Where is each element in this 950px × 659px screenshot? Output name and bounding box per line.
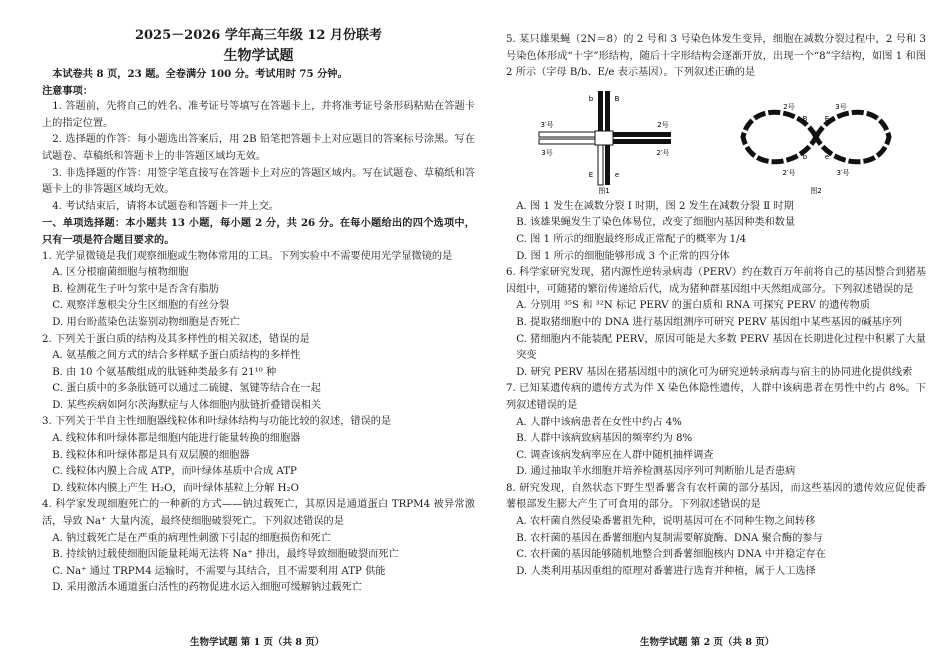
note-item: 2. 选择题的作答：每小题选出答案后，用 2B 铅笔把答题卡上对应题目的答案标号涂黑。写在试题卷、草稿纸和答题卡上的非答题区域均无效。 [42, 134, 475, 162]
gene-label-B: B [614, 94, 620, 103]
chromosome-label-3: 3号 [835, 102, 847, 111]
option-a: A. 图 1 发生在减数分裂 Ⅰ 时期，图 2 发生在减数分裂 Ⅱ 时期 [516, 200, 794, 212]
option-c: C. 调查该病发病率应在人群中随机抽样调查 [516, 449, 714, 461]
option-a: A. 钠过载死亡是在严重的病理性刺激下引起的细胞损伤和死亡 [52, 532, 331, 544]
question-stem: 4. 科学家发现细胞死亡的一种新的方式——钠过载死亡，其原因是通道蛋白 TRPM4 被异常激活，导致 Na⁺ 大量内流，最终使细胞破裂死亡。下列叙述错误的是 [42, 499, 475, 528]
question-1 [42, 249, 475, 332]
figure-1-cross-structure [531, 87, 681, 197]
option-c: C. 图 1 所示的细胞最终形成正常配子的概率为 1/4 [516, 233, 747, 245]
option-d: D. 采用激活本通道蛋白活性的药物促进水运入细胞可缓解钠过载死亡 [52, 582, 362, 594]
chromosome-label-3p: 3′号 [836, 168, 850, 177]
notes-heading: 注意事项： [42, 84, 93, 97]
option-a: A. 分别用 ³⁵S 和 ³²N 标记 PERV 的蛋白质和 RNA 可探究 PERV 的遗传物质 [516, 300, 871, 312]
question-8 [506, 481, 926, 581]
chromosome-label-2p: 2′号 [656, 148, 670, 157]
gene-label-E: E [824, 114, 830, 123]
option-c: C. 猪细胞内不能装配 PERV，原因可能是大多数 PERV 基因在长期进化过程中积累了大量突变 [516, 333, 926, 362]
note-item: 1. 答题前，先将自己的姓名、准考证号等填写在答题卡上，并将准考证号条形码粘贴在答题卡上的指定位置。 [42, 101, 475, 129]
chromosome-arm [613, 132, 671, 137]
option-c: C. 线粒体内膜上合成 ATP，而叶绿体基质中合成 ATP [52, 466, 297, 478]
question-stem: 8. 研究发现，自然状态下野生型番薯含有农杆菌的部分基因，而这些基因的遗传效应促使番薯根部发生膨大产生了可食用的部分。下列叙述错误的是 [506, 482, 926, 511]
option-d: D. 用台盼蓝染色法鉴别动物细胞是否死亡 [52, 316, 240, 328]
option-c: C. Na⁺ 通过 TRPM4 运输时，不需要与其结合，且不需要利用 ATP 供能 [52, 565, 386, 577]
option-d: D. 某些疾病如阿尔茨海默症与人体细胞内肽链折叠错误相关 [52, 399, 322, 411]
chromosome-figure [506, 87, 926, 197]
question-stem: 7. 已知某遗传病的遗传方式为伴 X 染色体隐性遗传，人群中该病患者在男性中约占 8%。下列叙述错误的是 [506, 383, 926, 411]
option-d: D. 图 1 所示的细胞能够形成 3 个正常的四分体 [516, 250, 730, 262]
left-page [42, 0, 475, 597]
question-stem: 3. 下列关于半自主性细胞器线粒体和叶绿体结构与功能比较的叙述，错误的是 [42, 416, 392, 428]
question-6 [506, 265, 926, 381]
option-c: C. 观察洋葱根尖分生区细胞的有丝分裂 [52, 300, 230, 312]
question-4 [42, 497, 475, 597]
page-footer-left: 生物学试题 第 1 页（共 8 页） [190, 637, 325, 648]
option-a: A. 线粒体和叶绿体都是细胞内能进行能量转换的细胞器 [52, 433, 301, 445]
option-d: D. 线粒体内膜上产生 H₂O，而叶绿体基粒上分解 H₂O [52, 482, 299, 494]
option-a: A. 氨基酸之间方式的结合多样赋予蛋白质结构的多样性 [52, 350, 301, 362]
question-5 [506, 32, 926, 265]
centromere-junction [595, 131, 613, 145]
option-a: A. 人群中该病患者在女性中约占 4% [516, 416, 682, 428]
exam-info: 本试卷共 8 页，23 题。全卷满分 100 分。考试用时 75 分钟。 [52, 68, 348, 80]
figure-2-eight-structure [731, 87, 901, 197]
note-item: 3. 非选择题的作答：用签字笔直接写在答题卡上对应的答题区域内。写在试题卷、草稿纸和答题卡上的非答题区域均无效。 [42, 167, 475, 196]
option-b: B. 持续钠过载使细胞因能量耗竭无法将 Na⁺ 排出，最终导致细胞破裂而死亡 [52, 549, 399, 561]
question-stem: 1. 光学显微镜是我们观察细胞或生物体常用的工具。下列实验中不需要使用光学显微镜的是 [42, 250, 453, 262]
option-b: B. 检测花生子叶匀浆中是否含有脂肪 [52, 283, 219, 295]
question-stem: 6. 科学家研究发现，猪内源性逆转录病毒（PERV）约在数百万年前将自己的基因整合到猪基因组中，可随猪的繁衍传递给后代，成为猪种群基因组中天然组成部分。下列叙述错误的是 [506, 267, 926, 295]
chromosome-label-2p: 2′号 [782, 168, 796, 177]
question-2 [42, 332, 475, 415]
section-heading: 一、单项选择题：本小题共 13 小题，每小题 2 分，共 26 分。在每小题给出的四个选项中，只有一项是符合题目要求的。 [42, 217, 475, 246]
note-item: 4. 考试结束后，请将本试题卷和答题卡一并上交。 [52, 200, 280, 212]
figure-1-caption: 图1 [598, 186, 610, 195]
chromosome-label-2: 2号 [783, 102, 795, 111]
chromosome-arm [605, 145, 610, 185]
chromosome-label-3: 3号 [541, 148, 553, 157]
chromosome-arm [539, 132, 595, 137]
right-page [506, 32, 926, 580]
gene-label-E: E [588, 170, 594, 179]
chromosome-label-3p: 3′号 [540, 120, 554, 129]
option-b: B. 农杆菌的基因在番薯细胞内复制需要解旋酶、DNA 聚合酶的参与 [516, 532, 823, 544]
option-b: B. 该雄果蝇发生了染色体易位，改变了细胞内基因种类和数量 [516, 217, 796, 229]
chromosome-arm [539, 139, 595, 144]
gene-label-b: b [588, 94, 594, 103]
option-c: C. 农杆菌的基因能够随机地整合到番薯细胞核内 DNA 中并稳定存在 [516, 549, 826, 561]
gene-label-e: e [614, 170, 620, 179]
question-3 [42, 414, 475, 497]
option-d: D. 研究 PERV 基因在猪基因组中的演化可为研究逆转录病毒与宿主的协同进化提供线索 [516, 366, 913, 378]
option-b: B. 由 10 个氨基酸组成的肽链种类最多有 21¹⁰ 种 [52, 366, 277, 378]
subject-title: 生物学试题 [223, 48, 294, 64]
option-a: A. 区分根瘤菌细胞与植物细胞 [52, 267, 189, 279]
chromosome-arm [598, 145, 603, 185]
option-d: D. 通过抽取羊水细胞并培养检测基因序列可判断胎儿是否患病 [516, 466, 796, 478]
gene-label-b: b [802, 152, 808, 161]
chromosome-label-2: 2号 [657, 120, 669, 129]
chromosome-arm [613, 139, 671, 144]
chromosome-arm [605, 91, 610, 133]
option-a: A. 农杆菌自然侵染番薯祖先种，说明基因可在不同种生物之间转移 [516, 516, 816, 528]
figure-2-caption: 图2 [810, 186, 822, 195]
option-b: B. 线粒体和叶绿体都是具有双层膜的细胞器 [52, 449, 250, 461]
exam-title: 2025－2026 学年高三年级 12 月份联考 [134, 28, 383, 43]
option-b: B. 提取猪细胞中的 DNA 进行基因组测序可研究 PERV 基因组中某些基因的碱基序列 [516, 316, 903, 328]
page-footer-right: 生物学试题 第 2 页（共 8 页） [640, 637, 775, 648]
option-c: C. 蛋白质中的多条肽链可以通过二硫键、氢键等结合在一起 [52, 383, 321, 395]
gene-label-B: B [802, 114, 808, 123]
question-7 [506, 381, 926, 481]
option-d: D. 人类利用基因重组的原理对番薯进行选育并种植，属于人工选择 [516, 565, 816, 577]
gene-label-e: e [824, 152, 830, 161]
question-stem: 2. 下列关于蛋白质的结构及其多样性的相关叙述，错误的是 [42, 333, 310, 345]
option-b: B. 人群中该病致病基因的频率约为 8% [516, 433, 693, 445]
question-stem: 5. 某只雄果蝇（2N＝8）的 2 号和 3 号染色体发生变异，细胞在减数分裂过程中，2 号和 3 号染色体形成“十字”形结构，随后十字形结构会逐渐开放，出现一个“8”字结构，如图 1 和图 2 所示（字母 B/b、E/e 表示基因）。下列叙述正确的是 [506, 34, 926, 79]
chromosome-arm [598, 91, 603, 133]
